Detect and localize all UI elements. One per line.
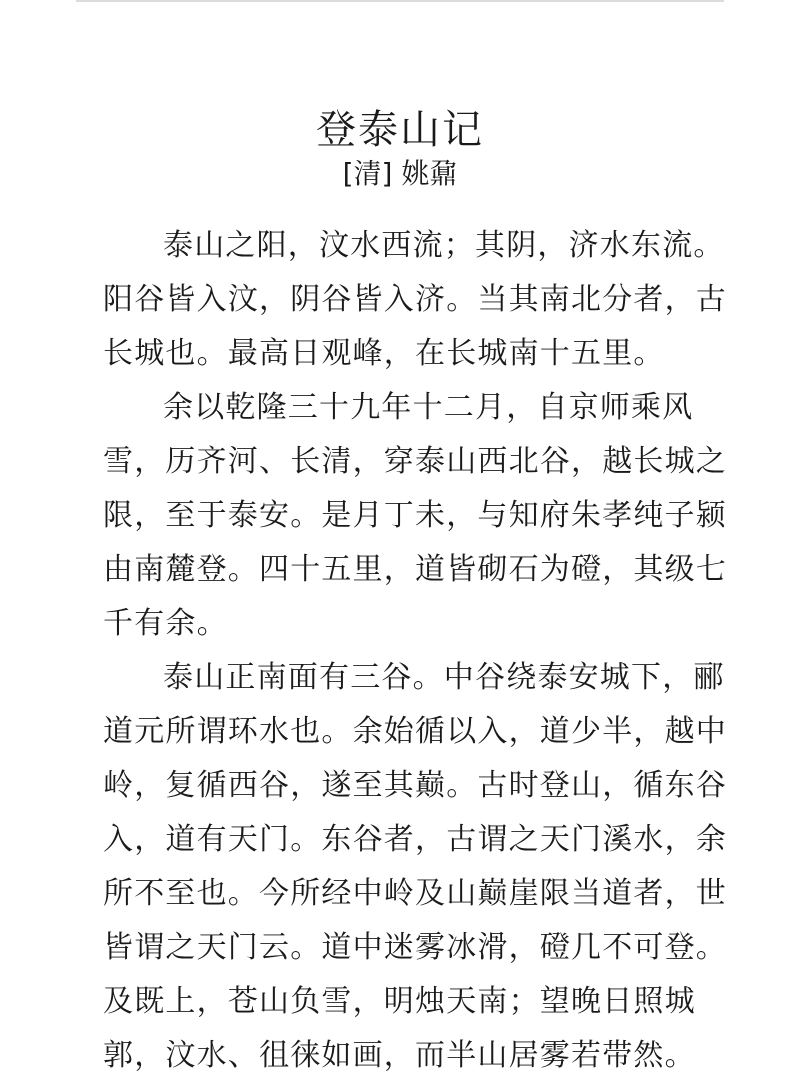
text-line: 雪，历齐河、长清，穿泰山西北谷，越长城之	[103, 444, 727, 479]
text-line: 长城也。最高日观峰，在长城南十五里。	[103, 336, 665, 371]
paragraph-3	[103, 651, 727, 1083]
article-body	[103, 219, 727, 1083]
text-line: 岭，复循西谷，遂至其巅。古时登山，循东谷	[103, 768, 727, 803]
text-line: 阳谷皆入汶，阴谷皆入济。当其南北分者，古	[103, 282, 727, 317]
paragraph-2	[103, 381, 727, 651]
page-title: 登泰山记	[316, 106, 484, 153]
text-line: 道元所谓环水也。余始循以入，道少半，越中	[103, 714, 727, 749]
text-line: 泰山正南面有三谷。中谷绕泰安城下，郦	[163, 660, 725, 695]
text-line: 入，道有天门。东谷者，古谓之天门溪水，余	[103, 822, 727, 857]
author-line: [清] 姚鼐	[342, 157, 458, 190]
top-divider	[76, 0, 724, 2]
text-line: 千有余。	[103, 606, 228, 641]
paragraph-1	[103, 219, 727, 381]
text-line: 由南麓登。四十五里，道皆砌石为磴，其级七	[103, 552, 727, 587]
text-line: 限，至于泰安。是月丁未，与知府朱孝纯子颍	[103, 498, 727, 533]
text-line: 余以乾隆三十九年十二月，自京师乘风	[163, 390, 694, 425]
text-line: 郭，汶水、徂徕如画，而半山居雾若带然。	[103, 1038, 696, 1073]
text-line: 泰山之阳，汶水西流；其阴，济水东流。	[163, 228, 725, 263]
text-line: 皆谓之天门云。道中迷雾冰滑，磴几不可登。	[103, 930, 727, 965]
text-line: 及既上，苍山负雪，明烛天南；望晚日照城	[103, 984, 696, 1019]
text-line: 所不至也。今所经中岭及山巅崖限当道者，世	[103, 876, 727, 911]
